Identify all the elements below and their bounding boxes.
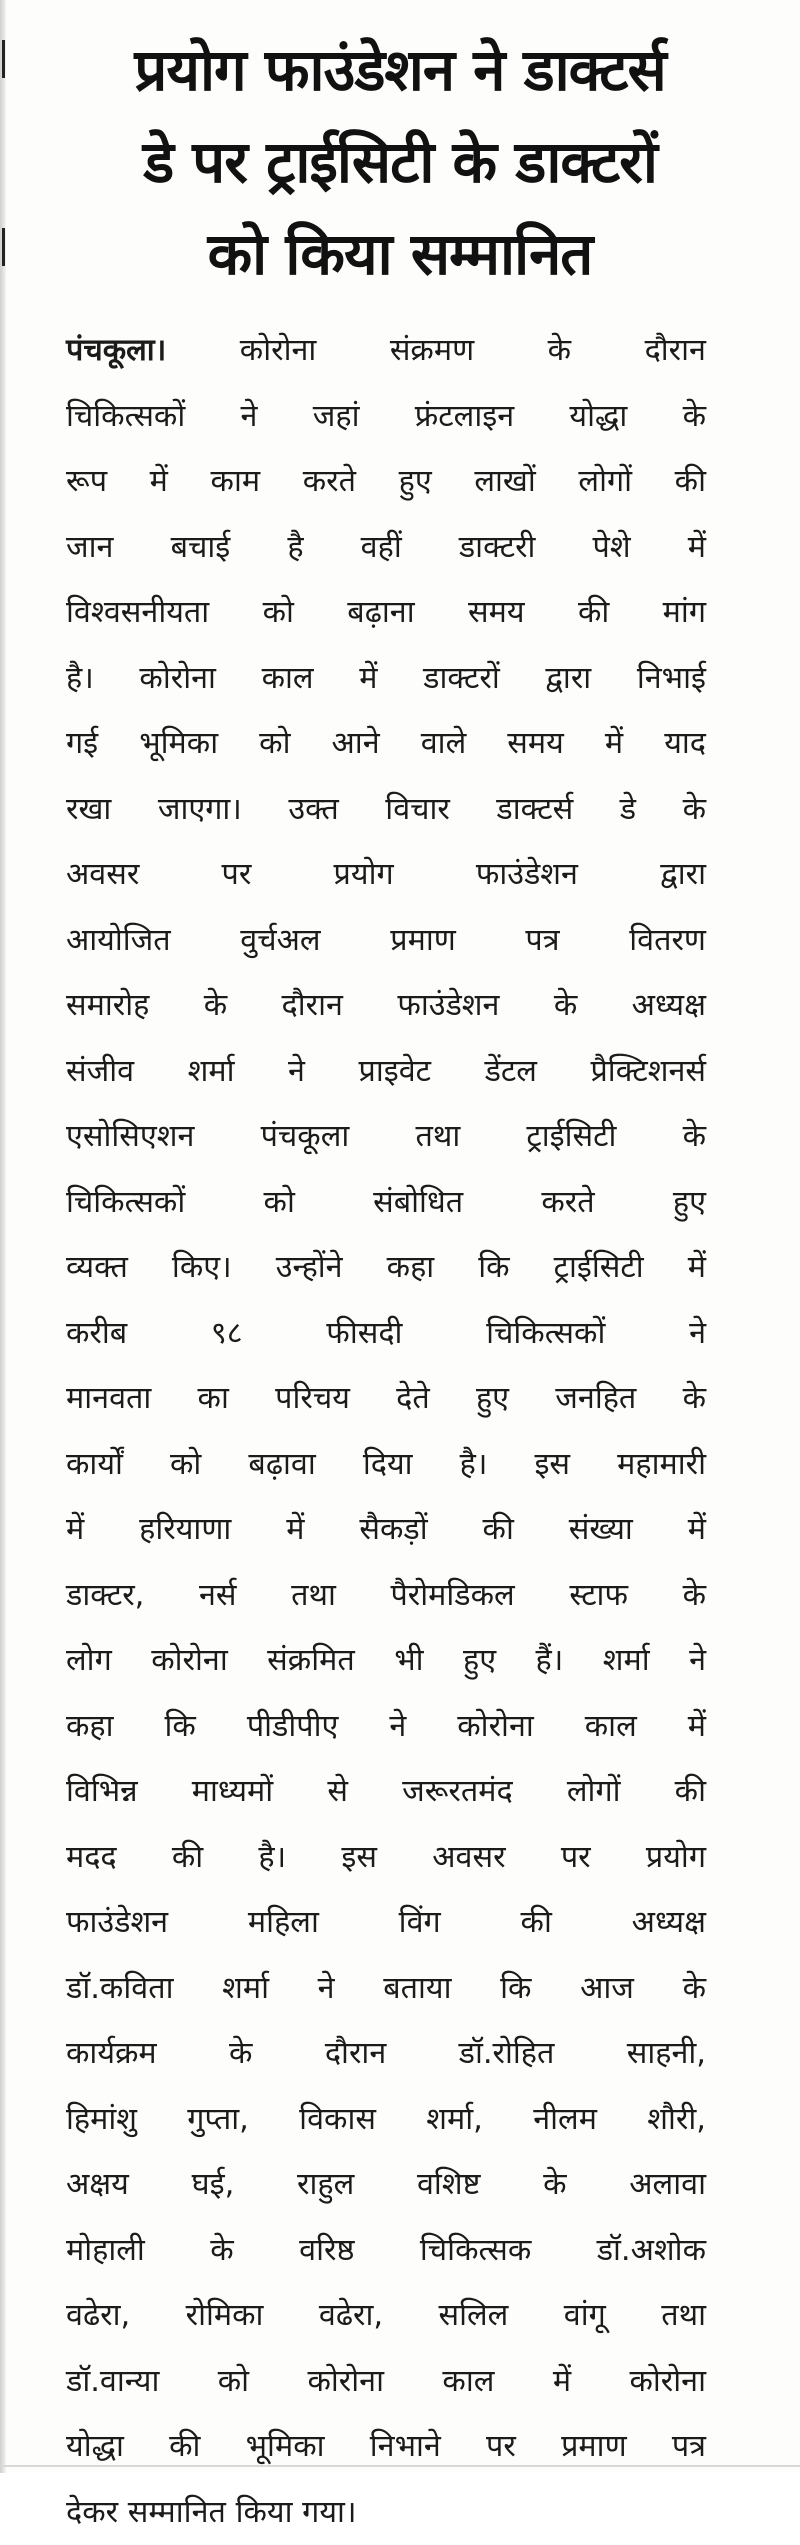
article-line: मोहाली के वरिष्ठ चिकित्सक डॉ.अशोक (66, 2218, 706, 2284)
article-line: रूप में काम करते हुए लाखों लोगों की (66, 449, 706, 515)
article-line: समारोह के दौरान फाउंडेशन के अध्यक्ष (66, 973, 706, 1039)
article-line: मानवता का परिचय देते हुए जनहित के (66, 1366, 706, 1432)
article-line: लोग कोरोना संक्रमित भी हुए हैं। शर्मा ने (66, 1628, 706, 1694)
article-line: कार्यक्रम के दौरान डॉ.रोहित साहनी, (66, 2021, 706, 2087)
article-line: डाक्टर, नर्स तथा पैरोमडिकल स्टाफ के (66, 1563, 706, 1629)
article-line: जान बचाई है वहीं डाक्टरी पेशे में (66, 515, 706, 581)
column-rule-mark (2, 40, 5, 78)
article-line: देकर सम्मानित किया गया। (66, 2480, 706, 2545)
article-line: वढेरा, रोमिका वढेरा, सलिल वांगू तथा (66, 2283, 706, 2349)
article-line: कार्यों को बढ़ावा दिया है। इस महामारी (66, 1432, 706, 1498)
article-line: है। कोरोना काल में डाक्टरों द्वारा निभाई (66, 646, 706, 712)
bottom-rule (0, 2465, 800, 2467)
article-line: व्यक्त किए। उन्होंने कहा कि ट्राईसिटी में (66, 1235, 706, 1301)
article-line: फाउंडेशन महिला विंग की अध्यक्ष (66, 1890, 706, 1956)
article-line: डॉ.वान्या को कोरोना काल में कोरोना (66, 2349, 706, 2415)
headline-line: डे पर ट्राईसिटी के डाक्टरों (20, 116, 780, 208)
headline (20, 24, 780, 300)
page-edge (0, 0, 6, 2473)
article-line: चिकित्सकों को संबोधित करते हुए (66, 1170, 706, 1236)
article-line: हिमांशु गुप्ता, विकास शर्मा, नीलम शौरी, (66, 2087, 706, 2153)
dateline: पंचकूला। (66, 333, 166, 368)
article-line: विभिन्न माध्यमों से जरूरतमंद लोगों की (66, 1759, 706, 1825)
article-line: में हरियाणा में सैकड़ों की संख्या में (66, 1497, 706, 1563)
article-line: विश्वसनीयता को बढ़ाना समय की मांग (66, 580, 706, 646)
article-line: डॉ.कविता शर्मा ने बताया कि आज के (66, 1956, 706, 2022)
article-line: अवसर पर प्रयोग फाउंडेशन द्वारा (66, 842, 706, 908)
article-line: अक्षय घई, राहुल वशिष्ट के अलावा (66, 2152, 706, 2218)
article-line: संजीव शर्मा ने प्राइवेट डेंटल प्रैक्टिशनर्स (66, 1039, 706, 1105)
article-body (66, 318, 706, 2545)
article-line: कहा कि पीडीपीए ने कोरोना काल में (66, 1694, 706, 1760)
article-line: एसोसिएशन पंचकूला तथा ट्राईसिटी के (66, 1104, 706, 1170)
article-line: करीब ९८ फीसदी चिकित्सकों ने (66, 1301, 706, 1367)
article-line: चिकित्सकों ने जहां फ्रंटलाइन योद्धा के (66, 384, 706, 450)
article-line: रखा जाएगा। उक्त विचार डाक्टर्स डे के (66, 777, 706, 843)
article-line: गई भूमिका को आने वाले समय में याद (66, 711, 706, 777)
headline-line: को किया सम्मानित (20, 208, 780, 300)
article-line: आयोजित वुर्चअल प्रमाण पत्र वितरण (66, 908, 706, 974)
column-rule-mark (2, 228, 5, 266)
article-line: मदद की है। इस अवसर पर प्रयोग (66, 1825, 706, 1891)
headline-line: प्रयोग फाउंडेशन ने डाक्टर्स (20, 24, 780, 116)
article-line: योद्धा की भूमिका निभाने पर प्रमाण पत्र (66, 2414, 706, 2480)
article-line (66, 318, 706, 384)
article-line-text: कोरोना संक्रमण के दौरान (166, 333, 706, 368)
